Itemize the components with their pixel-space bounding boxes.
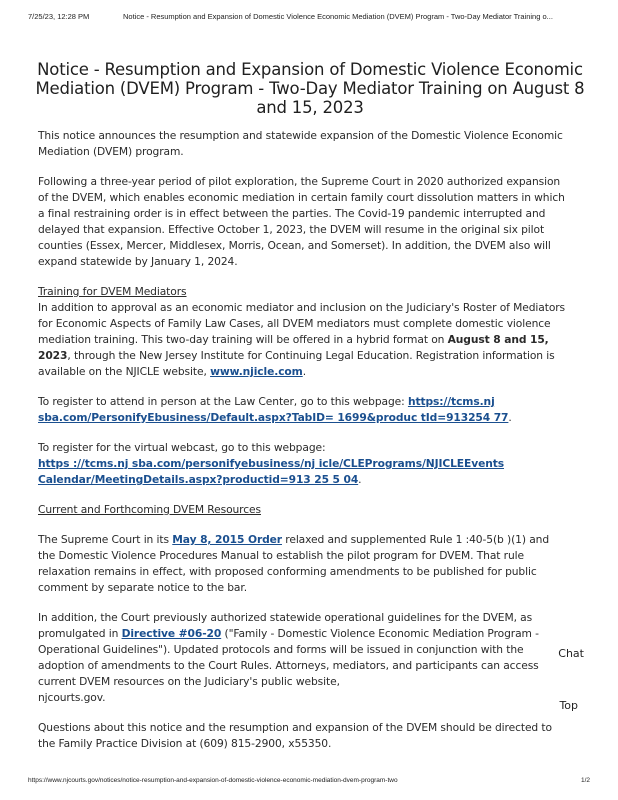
webcast-paragraph: To register for the virtual webcast, go to this webpage: https ://tcms.nj sba.com/personifyebusiness/nj icle/CLEPrograms/NJICLEEvents Calendar/MeetingDetails.aspx?productid=913 25 5 04.: [38, 441, 505, 486]
in-person-registration-link[interactable]: https://tcms.nj sba.com/PersonifyEbusiness/Default.aspx?TabID= 1699&produc tId=913254 77: [38, 395, 509, 424]
notice-body: [38, 128, 566, 766]
page-number: 1/2: [580, 777, 590, 784]
background-paragraph: Following a three-year period of pilot exploration, the Supreme Court in 2020 authorized expansion of the DVEM, which enables economic mediation in certain family court dissolution matters in which a final restraining order is in effect between the parties. The Covid-19 pandemic interrupted and delayed that expansion. Effective October 1, 2023, the DVEM will resume in the original six pilot counties (Essex, Mercer, Middlesex, Morris, Ocean, and Somerset). In addition, the DVEM also will expand statewide by January 1, 2024.: [38, 175, 565, 268]
resources-heading: Current and Forthcoming DVEM Resources: [38, 503, 261, 516]
training-paragraph: In addition to approval as an economic mediator and inclusion on the Judiciary's Roster of Mediators for Economic Aspects of Family Law Cases, all DVEM mediators must complete domestic violence mediation training. This two-day training will be offered in a hybrid format on August 8 and 15, 2023, through the New Jersey Institute for Continuing Legal Education. Registration information is available on the NJICLE website, www.njicle.com.: [38, 301, 566, 378]
questions-paragraph: Questions about this notice and the resumption and expansion of the DVEM should be directed to the Family Practice Division at (609) 815-2900, x55350.: [38, 721, 552, 750]
directive-link[interactable]: Directive #06-20: [121, 627, 222, 640]
intro-paragraph: This notice announces the resumption and statewide expansion of the Domestic Violence Economic Mediation (DVEM) program.: [38, 129, 563, 158]
print-datetime: 7/25/23, 12:28 PM: [28, 12, 90, 21]
training-heading: Training for DVEM Mediators: [38, 285, 187, 298]
order-paragraph: The Supreme Court in its May 8, 2015 Order relaxed and supplemented Rule 1 :40-5(b )(1) and the Domestic Violence Procedures Manual to establish the pilot program for DVEM. That rule relaxation remains in effect, with proposed conforming amendments to be published for public comment by separate notice to the bar.: [38, 533, 550, 594]
webcast-registration-link[interactable]: https ://tcms.nj sba.com/personifyebusiness/nj icle/CLEPrograms/NJICLEEvents Calendar/MeetingDetails.aspx?productid=913 25 5 04: [38, 457, 505, 486]
page-url: https://www.njcourts.gov/notices/notice-resumption-and-expansion-of-domestic-violence-economic-mediation-dvem-program-two: [28, 777, 398, 784]
print-page-title: Notice - Resumption and Expansion of Domestic Violence Economic Mediation (DVEM) Program - Two-Day Mediator Training o...: [123, 12, 553, 21]
njicle-link[interactable]: www.njicle.com: [210, 365, 303, 378]
back-to-top-button[interactable]: Top: [555, 699, 578, 712]
chat-button[interactable]: Chat: [554, 647, 584, 660]
print-footer: [28, 777, 590, 784]
training-dates: August 8 and 15, 2023: [38, 333, 549, 362]
order-link[interactable]: May 8, 2015 Order: [172, 533, 282, 546]
directive-paragraph: In addition, the Court previously authorized statewide operational guidelines for the DVEM, as promulgated in Directive #06-20 ("Family - Domestic Violence Economic Mediation Program - Operational Guidelines"). Updated protocols and forms will be issued in conjunction with the adoption of amendments to the Court Rules. Attorneys, mediators, and participants can access current DVEM resources on the Judiciary's public website, njcourts.gov.: [38, 611, 539, 704]
in-person-paragraph: To register to attend in person at the Law Center, go to this webpage: https://tcms.nj sba.com/PersonifyEbusiness/Default.aspx?TabID= 1699&produc tId=913254 77.: [38, 395, 512, 424]
page-title: Notice - Resumption and Expansion of Domestic Violence Economic Mediation (DVEM) Program - Two-Day Mediator Training on August 8 and 15, 2023: [35, 60, 585, 117]
